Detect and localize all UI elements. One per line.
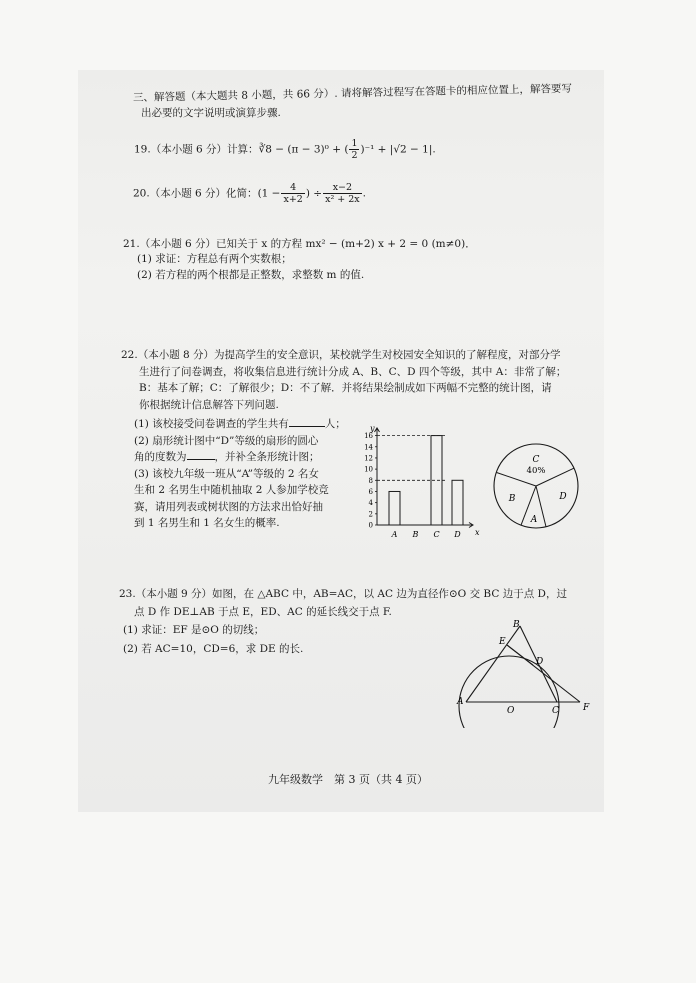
x-tick-label: C	[433, 530, 440, 539]
y-tick-label: 12	[364, 454, 373, 463]
q19-fraction: $\frac{1}{2}$	[351, 138, 358, 161]
y-axis-label: y	[370, 424, 375, 433]
q23-part-2: (2) 若 AC=10，CD=6，求 DE 的长.	[123, 643, 304, 655]
q22-stem-3: B：基本了解；C：了解很少；D：不了解．并将结果绘制成如下两幅不完整的统计图，请	[139, 382, 552, 394]
y-tick-label: 6	[368, 487, 373, 496]
q21-stem: 21.（本小题 6 分）已知关于 x 的方程 mx² − (m+2) x + 2 = 0 (m≠0)．	[123, 238, 476, 250]
y-tick-label: 0	[368, 521, 373, 530]
q20-fraction-1: $\frac{4}{x+2}$	[283, 182, 303, 205]
page-footer: 九年级数学 第 3 页（共 4 页）	[268, 773, 428, 786]
geometry-figure	[452, 616, 602, 728]
section-title-cont: 出必要的文字说明或演算步骤.	[141, 107, 281, 119]
q20-prefix: 20.（本小题 6 分）化简：	[133, 187, 258, 200]
q22-part-3-line4: 到 1 名男生和 1 名女生的概率.	[134, 517, 280, 529]
pie-label-d: D	[559, 492, 567, 502]
q23-stem-1: 23.（本小题 9 分）如图，在 △ABC 中，AB=AC，以 AC 边为直径作⊙O 交 BC 边于点 D，过	[119, 588, 567, 600]
pie-label-b: B	[508, 494, 516, 504]
bar-a	[389, 491, 400, 525]
label-a: A	[457, 697, 464, 707]
q20-mid: ) ÷	[305, 187, 323, 200]
x-tick-label: A	[391, 530, 398, 539]
q22-part-3-line3: 赛，请用列表或树状图的方法求出恰好抽	[134, 501, 323, 513]
question-19	[134, 138, 436, 161]
q22-part-2-line2: 角的度数为 ，并补全条形统计图；	[134, 451, 320, 463]
y-tick-label: 8	[368, 476, 373, 485]
q22-stem-1: 22.（本小题 8 分）为提高学生的安全意识，某校就学生对校园安全知识的了解程度，对部分学	[121, 349, 561, 361]
section-title: 三、解答题（本大题共 8 小题，共 66 分）. 请将解答过程写在答题卡的相应位置上，解答要写	[132, 82, 573, 104]
q20-open: (1 −	[257, 187, 281, 200]
q22-part-1: (1) 该校接受问卷调查的学生共有 人；	[134, 418, 346, 430]
label-o: O	[507, 706, 515, 716]
label-e: E	[499, 637, 506, 647]
y-tick-label: 14	[364, 443, 373, 452]
x-tick-label: B	[412, 530, 419, 539]
pie-label-c-percent: 40%	[526, 466, 546, 476]
q21-part-1: (1) 求证：方程总有两个实数根；	[137, 253, 292, 265]
pie-label-a: A	[530, 515, 538, 525]
q23-stem-2: 点 D 作 DE⊥AB 于点 E，ED、AC 的延长线交于点 F.	[134, 606, 392, 618]
q22-stem-4: 你根据统计信息解答下列问题.	[139, 399, 279, 411]
bar-d	[452, 480, 463, 525]
q21-part-2: (2) 若方程的两个根都是正整数，求整数 m 的值.	[137, 269, 365, 281]
q20-fraction-2: $\frac{x-2}{\text{x² + 2x}}$	[325, 182, 360, 205]
y-tick-label: 4	[368, 499, 373, 508]
label-f: F	[583, 703, 590, 713]
label-d: D	[536, 657, 544, 667]
answer-blank	[289, 426, 325, 427]
q23-part-1: (1) 求证：EF 是⊙O 的切线；	[123, 624, 265, 636]
answer-blank	[187, 459, 215, 460]
x-tick-label: D	[454, 530, 461, 539]
q22-part-3-line1: (3) 该校九年级一班从“A”等级的 2 名女	[134, 468, 319, 480]
y-tick-label: 2	[368, 510, 373, 519]
label-b: B	[513, 620, 520, 630]
q19-expr-a: ∛8 − (π − 3)⁰ + (	[258, 143, 349, 156]
bar-chart	[355, 420, 485, 546]
q22-part-3-line2: 生和 2 名男生中随机抽取 2 人参加学校竞	[134, 484, 329, 496]
y-tick-label: 10	[364, 465, 373, 474]
pie-label-c: C	[532, 455, 540, 465]
q19-expr-b: )⁻¹ + |√2 − 1|.	[360, 143, 436, 156]
pie-chart	[488, 438, 584, 534]
y-tick-label: 16	[364, 432, 373, 441]
question-20	[133, 182, 366, 205]
x-axis-label: x	[475, 528, 480, 537]
q22-stem-2: 生进行了问卷调查，将收集信息进行统计分成 A、B、C、D 四个等级，其中 A：非常了解；	[139, 366, 567, 378]
q22-part-2-line1: (2) 扇形统计图中“D”等级的扇形的圆心	[134, 435, 319, 447]
q20-end: .	[362, 187, 367, 200]
q19-prefix: 19.（本小题 6 分）计算：	[134, 143, 259, 156]
label-c: C	[552, 706, 559, 716]
